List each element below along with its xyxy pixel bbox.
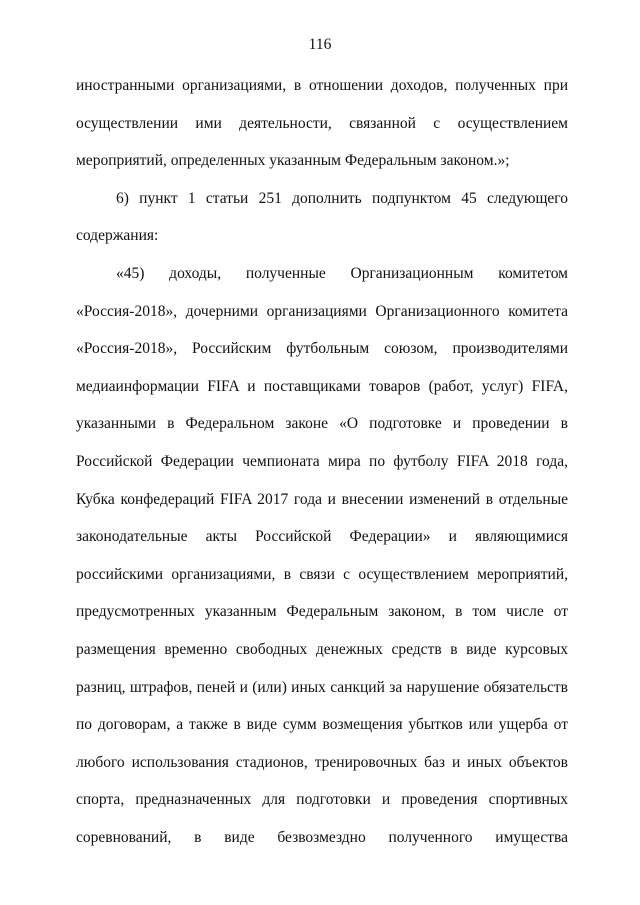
text-line: Российской Федерации чемпионата мира по футболу FIFA 2018 года, xyxy=(76,452,568,470)
text-line: иностранными организациями, в отношении доходов, полученных при xyxy=(76,77,568,94)
text-line: медиаинформации FIFA и поставщиками товаров (работ, услуг) FIFA, xyxy=(76,377,568,395)
text-line: любого использования стадионов, тренировочных баз и иных объектов xyxy=(76,753,568,771)
page-number: 116 xyxy=(308,36,332,53)
text-line: указанными в Федеральном законе «О подготовке и проведении в xyxy=(76,415,568,433)
text-line: разниц, штрафов, пеней и (или) иных санкций за нарушение обязательств xyxy=(76,678,568,696)
text-line: по договорам, а также в виде сумм возмещения убытков или ущерба от xyxy=(76,716,568,734)
text-line: соревнований, в виде безвозмездно полученного имущества xyxy=(76,828,568,846)
text-line: Кубка конфедераций FIFA 2017 года и внесении изменений в отдельные xyxy=(76,490,568,508)
paragraph-start-line: «45) доходы, полученные Организационным комитетом xyxy=(116,264,568,282)
text-line: предусмотренных указанным Федеральным законом, в том числе от xyxy=(76,603,568,621)
text-line: «Россия-2018», Российским футбольным союзом, производителями xyxy=(76,340,568,358)
text-line: размещения временно свободных денежных средств в виде курсовых xyxy=(76,640,568,658)
text-line: содержания: xyxy=(76,227,159,245)
text-line: российскими организациями, в связи с осуществлением мероприятий, xyxy=(76,565,568,583)
text-line: спорта, предназначенных для подготовки и проведения спортивных xyxy=(76,791,568,809)
text-line: осуществлении ими деятельности, связанной с осуществлением xyxy=(76,114,568,132)
paragraph-start-line: 6) пункт 1 статьи 251 дополнить подпунктом 45 следующего xyxy=(116,189,568,207)
text-line: мероприятий, определенных указанным Федеральным законом.»; xyxy=(76,152,510,170)
document-body xyxy=(76,67,568,856)
text-line: законодательные акты Российской Федерации» и являющимися xyxy=(76,528,568,546)
text-line: «Россия-2018», дочерними организациями Организационного комитета xyxy=(76,302,568,320)
